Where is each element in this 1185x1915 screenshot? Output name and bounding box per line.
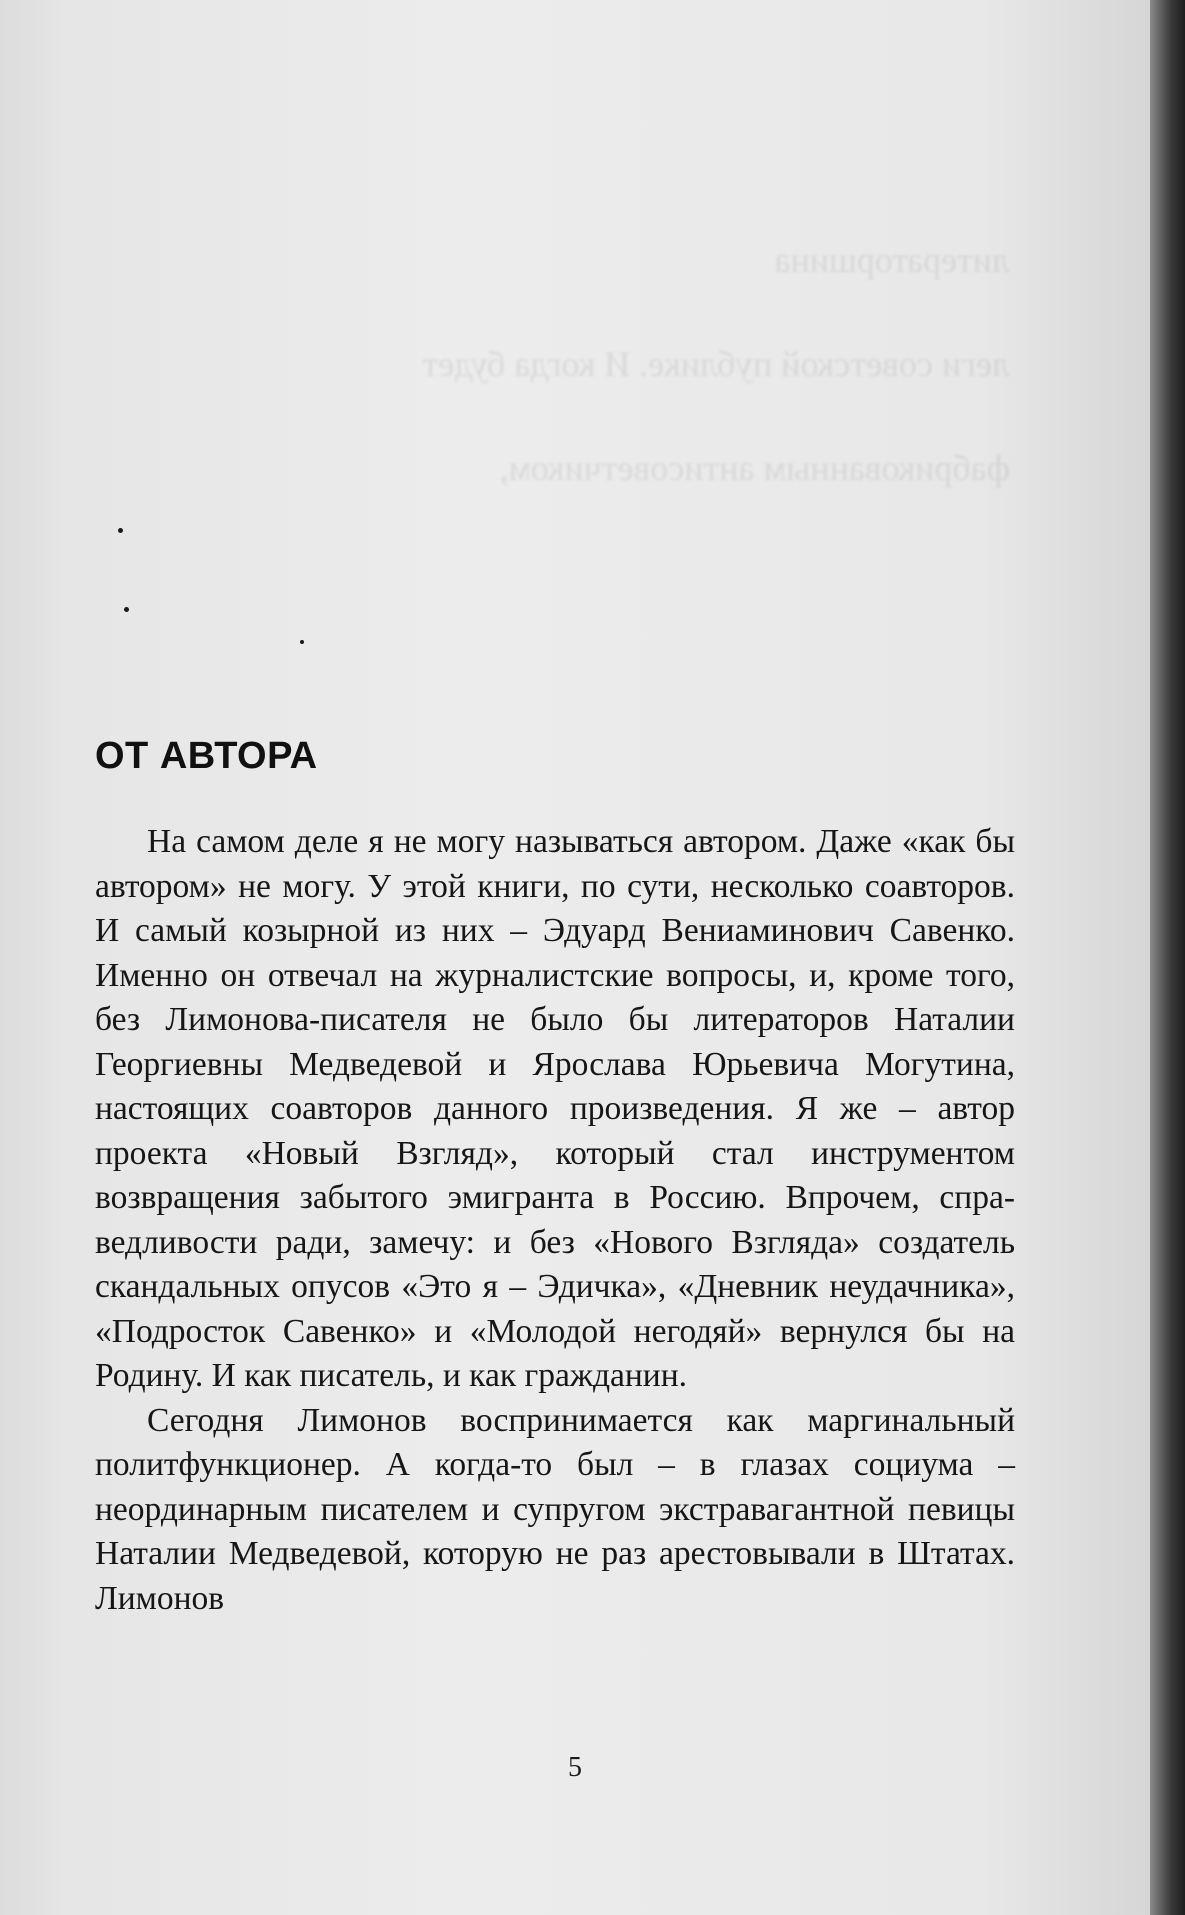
section-heading: ОТ АВТОРА (95, 735, 318, 777)
show-through-text: литераторшина леги советской публике. И когда будет фабрикованным антисоветчиком, (368, 240, 1010, 800)
print-speck (124, 607, 129, 612)
paragraph: Сегодня Лимонов воспринимается как маргинальный политфункционер. А когда-то был – в глазах социума – неординарным писателем и супругом экстравагантной певицы Наталии Медведевой, которую не раз арестовывали в Штатах. Лимонов (95, 1401, 1015, 1617)
print-speck (118, 528, 123, 533)
paragraph: На самом деле я не могу называться автором. Даже «как бы автором» не могу. У этой книги, по сути, несколько соавторов. И самый козырной из них – Эдуард Вениаминович Савенко. Именно он отвечал на журналистские вопросы, и, кроме того, без Лимонова-писателя не было бы литераторов Наталии Георгиевны Медведевой и Ярослава Юрьевича Могутина, настоящих соавторов данного произведения. Я же – автор проекта «Новый Взгляд», который стал инструментом возвращения забытого эмигранта в Россию. Впрочем, справедливости ради, замечу: и без «Нового Взгляда» создатель скандальных опусов «Это я – Эдичка», «Дневник неудачника», «Подросток Савенко» и «Молодой негодяй» вернулся бы на Родину. И как писатель, и как гражданин. (95, 823, 1015, 1394)
print-speck (300, 640, 304, 644)
page-number: 5 (568, 1752, 582, 1783)
body-text (95, 820, 1015, 1621)
page-edge-shadow (1150, 0, 1185, 1915)
